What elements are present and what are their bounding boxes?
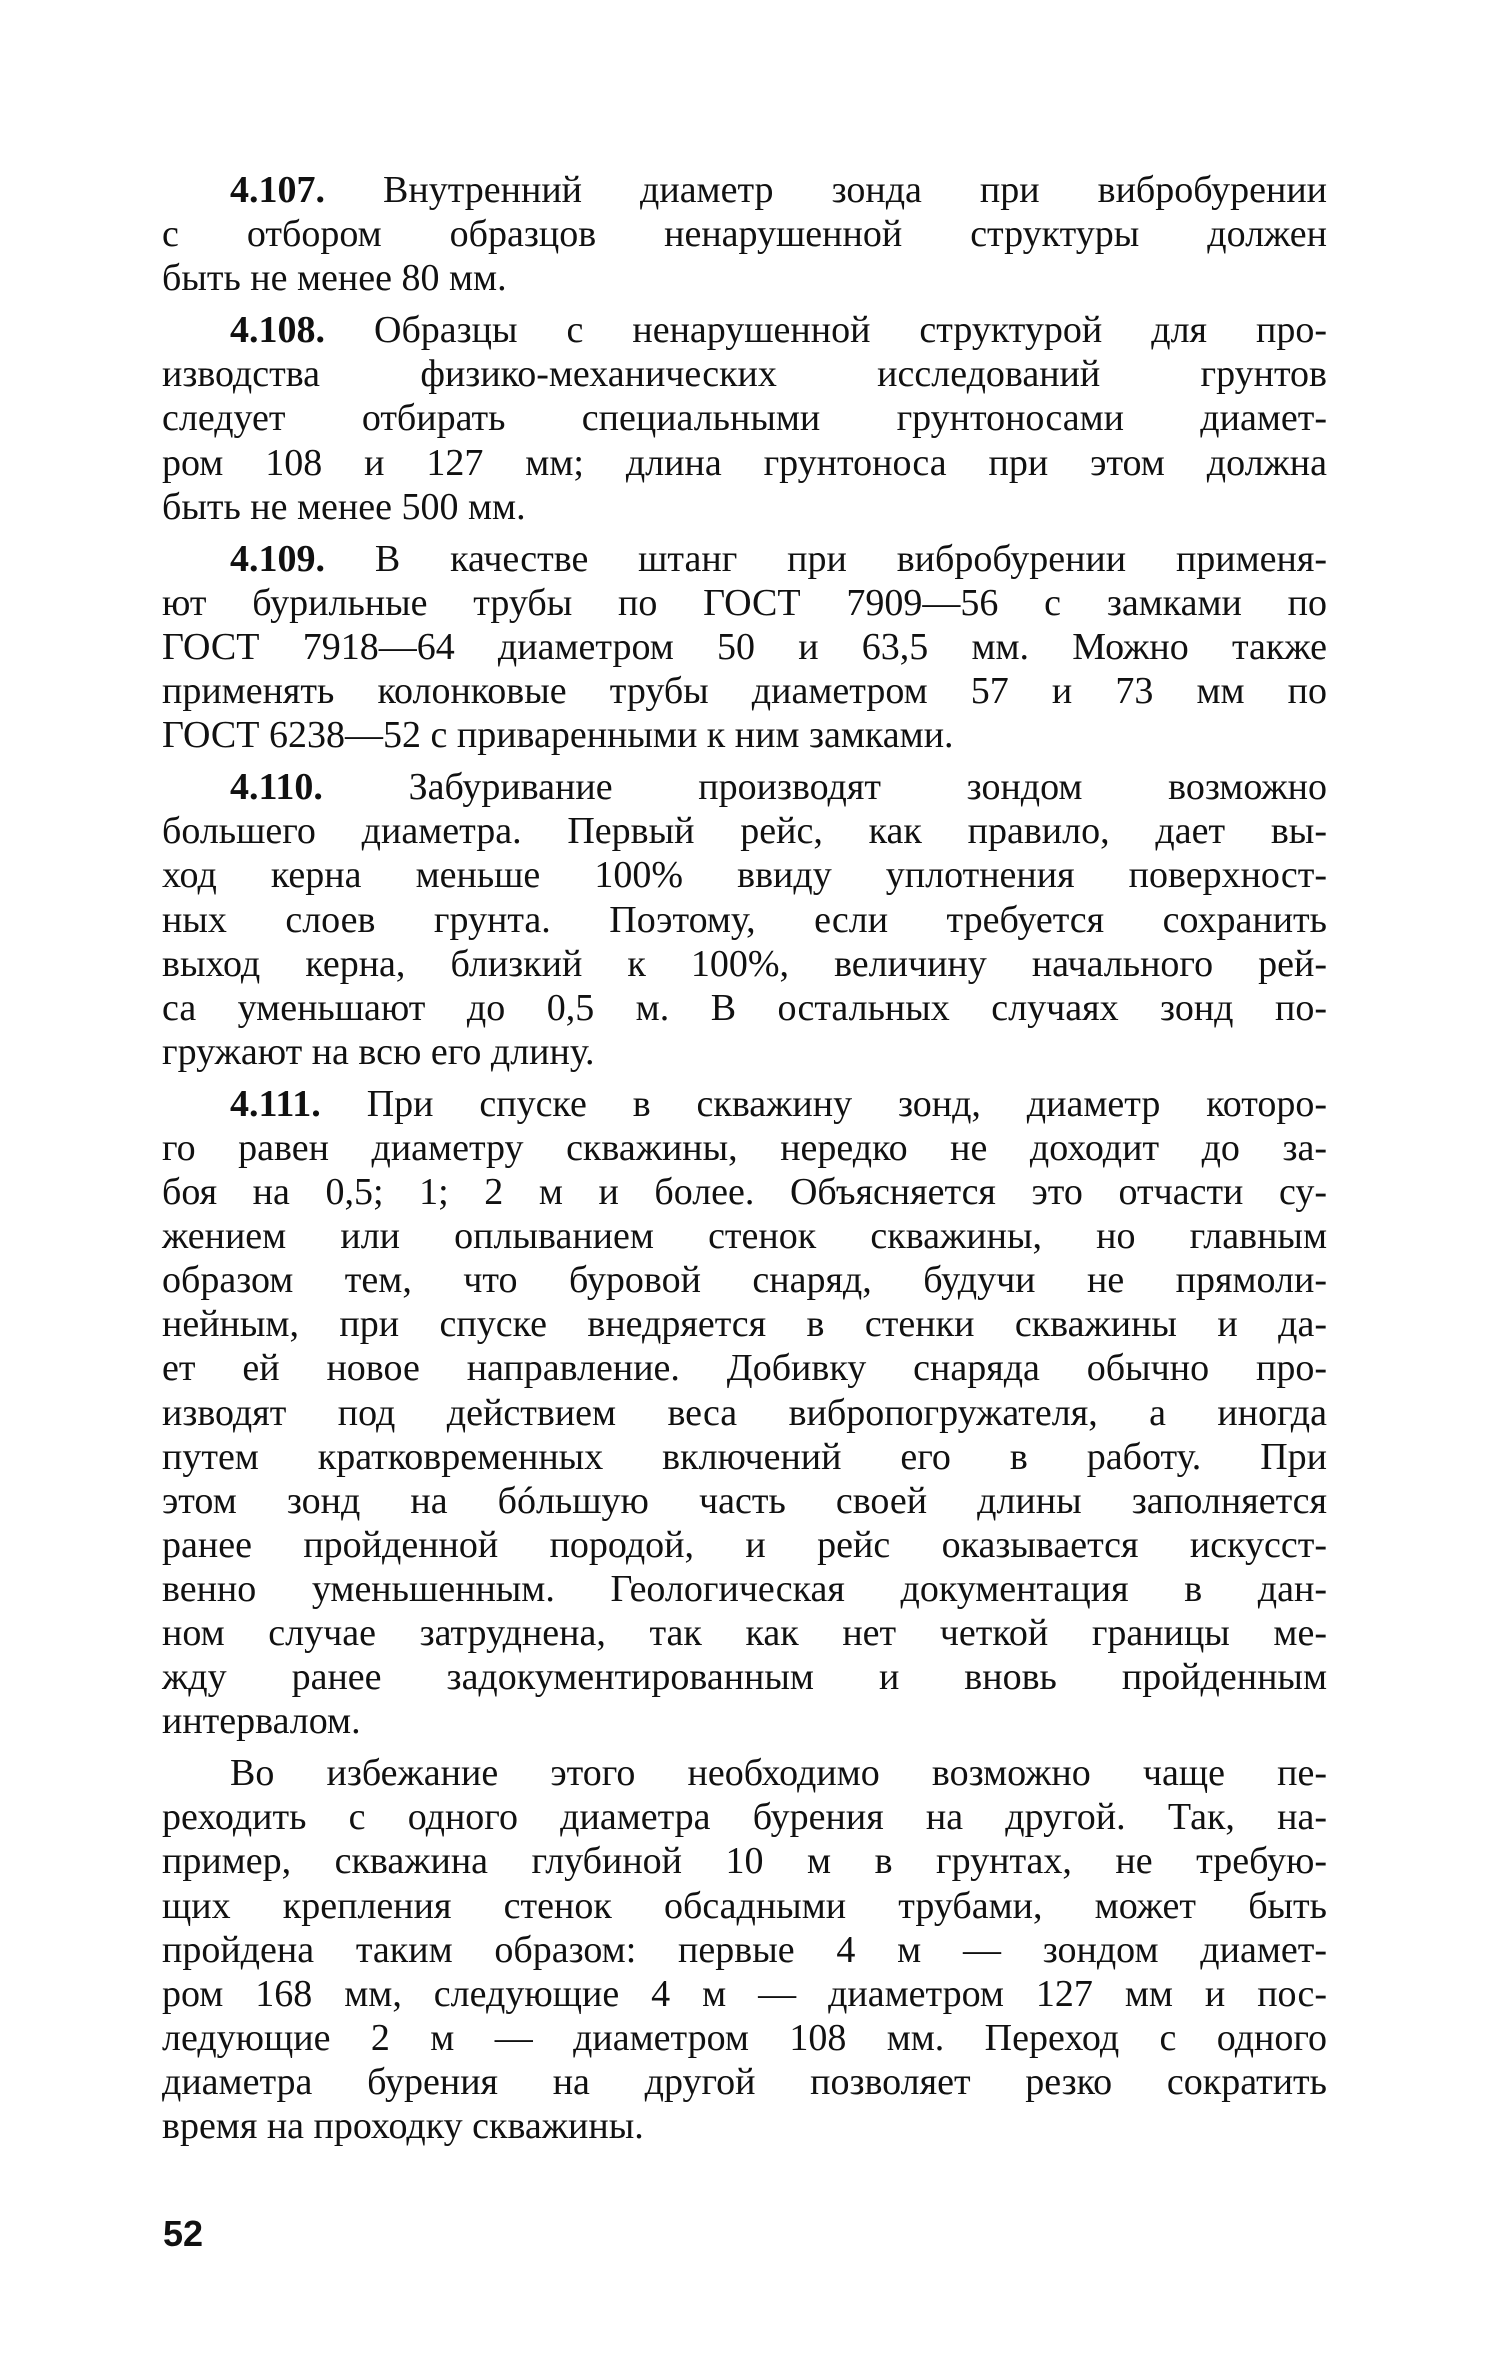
text-line: ром 168 мм, следующие 4 м — диаметром 127 мм и пос- <box>162 1972 1327 2015</box>
paragraph-number: 4.111. <box>230 1082 321 1125</box>
text-line: жением или оплыванием стенок скважины, но главным <box>162 1215 1327 1258</box>
text-line: образом тем, что буровой снаряд, будучи не прямоли- <box>162 1259 1327 1302</box>
paragraph-4-110 <box>162 765 1327 1074</box>
text-line: диаметра бурения на другой позволяет резко сократить <box>162 2060 1327 2103</box>
text-line: ет ей новое направление. Добивку снаряда обычно про- <box>162 1347 1327 1390</box>
text-line: изводства физико-механических исследований грунтов <box>162 353 1327 396</box>
paragraph-number: 4.108. <box>230 309 325 352</box>
text-line: Во избежание этого необходимо возможно чаще пе- <box>230 1752 1327 1795</box>
text-line: применять колонковые трубы диаметром 57 и 73 мм по <box>162 670 1327 713</box>
text-line: следует отбирать специальными грунтоносами диамет- <box>162 397 1327 440</box>
text-line: пример, скважина глубиной 10 м в грунтах, не требую- <box>162 1840 1327 1883</box>
text-line: с отбором образцов ненарушенной структуры должен <box>162 213 1327 256</box>
paragraph-number: 4.107. <box>230 169 325 211</box>
text-line: быть не менее 500 мм. <box>162 485 526 528</box>
text-line: время на проходку скважины. <box>162 2105 644 2148</box>
text-line: быть не менее 80 мм. <box>162 257 507 300</box>
text-line: ледующие 2 м — диаметром 108 мм. Переход с одного <box>162 2016 1327 2059</box>
text-line: большего диаметра. Первый рейс, как правило, дает вы- <box>162 810 1327 853</box>
text-line: ход керна меньше 100% ввиду уплотнения поверхност- <box>162 854 1327 897</box>
text-line: ГОСТ 6238—52 с приваренными к ним замками. <box>162 714 954 757</box>
text-line: ранее пройденной породой, и рейс оказывается искусст- <box>162 1523 1327 1566</box>
paragraph-4-108 <box>162 308 1327 528</box>
paragraph-number: 4.110. <box>230 766 323 809</box>
text-line: жду ранее задокументированным и вновь пройденным <box>162 1656 1327 1699</box>
text-line: 4.111. При спуске в скважину зонд, диаметр которо- <box>230 1082 1327 1125</box>
text-line: ром 108 и 127 мм; длина грунтоноса при этом должна <box>162 441 1327 484</box>
text-line: выход керна, близкий к 100%, величину начального рей- <box>162 942 1327 985</box>
text-line: интервалом. <box>162 1700 361 1743</box>
paragraph-4-107 <box>162 168 1327 300</box>
text-line: венно уменьшенным. Геологическая документация в дан- <box>162 1567 1327 1610</box>
text-line: нейным, при спуске внедряется в стенки скважины и да- <box>162 1303 1327 1346</box>
text-line: ных слоев грунта. Поэтому, если требуется сохранить <box>162 898 1327 941</box>
text-line: 4.108. Образцы с ненарушенной структурой для про- <box>230 309 1328 352</box>
text-line: боя на 0,5; 1; 2 м и более. Объясняется это отчасти су- <box>162 1171 1327 1214</box>
body-text <box>162 168 1327 2148</box>
text-line: ном случае затруднена, так как нет четкой границы ме- <box>162 1612 1327 1654</box>
paragraph-number: 4.109. <box>230 537 325 580</box>
text-line: изводят под действием веса вибропогружателя, а иногда <box>162 1391 1327 1434</box>
text-line: этом зонд на бóльшую часть своей длины заполняется <box>162 1479 1327 1522</box>
text-line: ГОСТ 7918—64 диаметром 50 и 63,5 мм. Можно также <box>162 625 1327 668</box>
text-line: щих крепления стенок обсадными трубами, может быть <box>162 1884 1327 1927</box>
text-line: 4.110. Забуривание производят зондом возможно <box>230 766 1327 809</box>
text-line: путем кратковременных включений его в работу. При <box>162 1435 1327 1478</box>
text-line: ют бурильные трубы по ГОСТ 7909—56 с замками по <box>162 581 1327 624</box>
text-line: са уменьшают до 0,5 м. В остальных случаях зонд по- <box>162 986 1327 1029</box>
text-line: пройдена таким образом: первые 4 м — зондом диамет- <box>162 1928 1327 1971</box>
page-number: 52 <box>163 2213 204 2254</box>
text-line: 4.107. Внутренний диаметр зонда при вибробурении <box>230 169 1327 211</box>
paragraph-4-109 <box>162 537 1327 757</box>
text-line: гружают на всю его длину. <box>162 1030 595 1073</box>
paragraph-continuation <box>162 1751 1327 2148</box>
text-line: реходить с одного диаметра бурения на другой. Так, на- <box>162 1796 1327 1839</box>
text-line: 4.109. В качестве штанг при вибробурении применя- <box>230 537 1328 580</box>
paragraph-4-111 <box>162 1082 1327 1743</box>
text-line: го равен диаметру скважины, нередко не доходит до за- <box>162 1126 1327 1169</box>
